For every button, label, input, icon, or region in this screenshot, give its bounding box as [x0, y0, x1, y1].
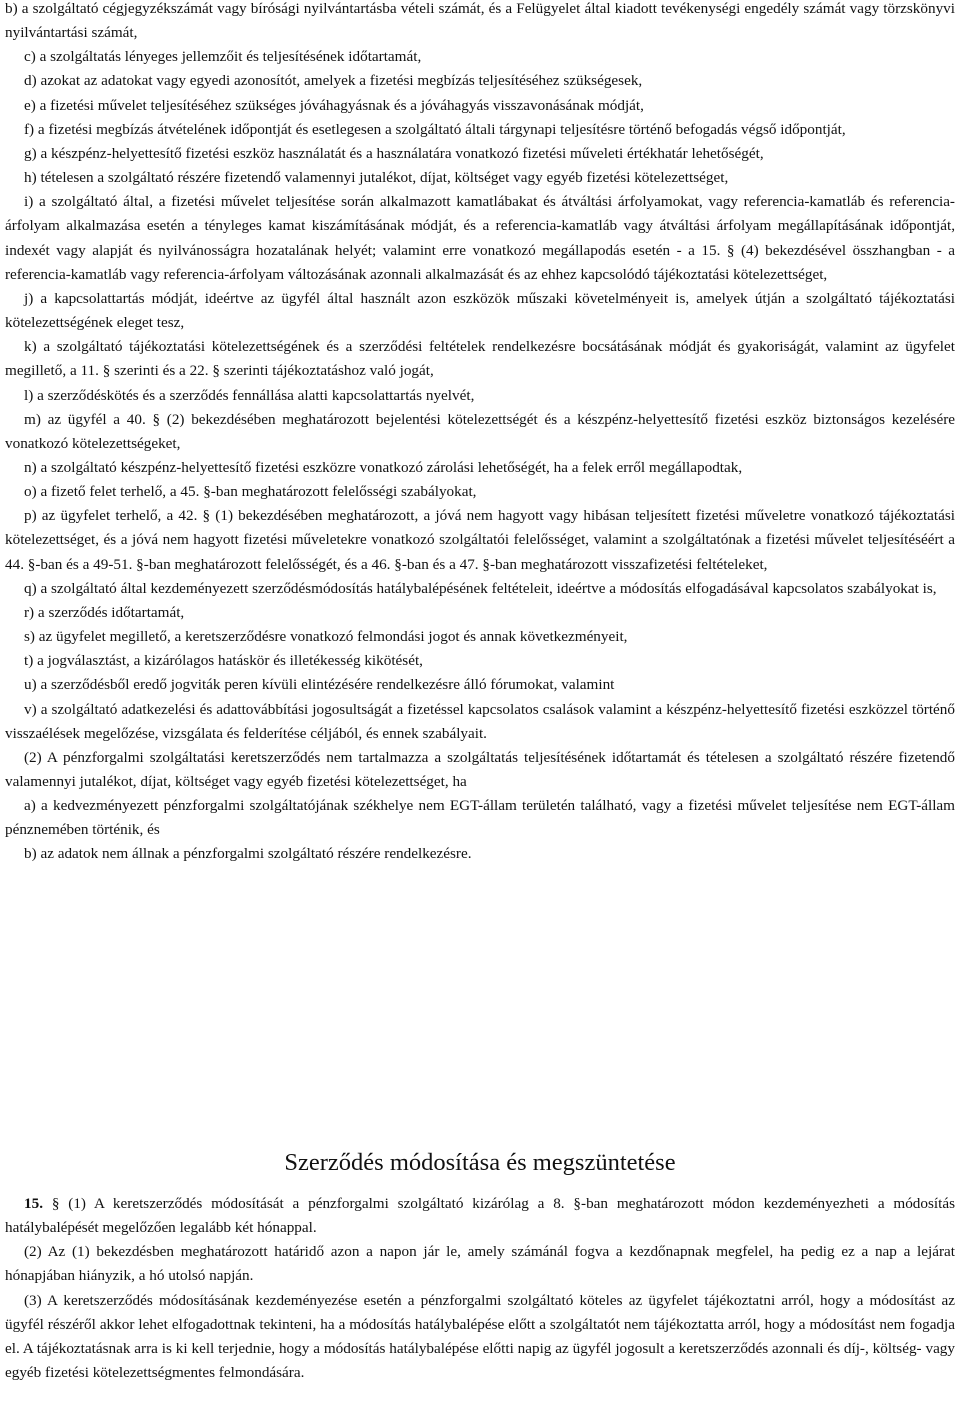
list-item: g) a készpénz-helyettesítő fizetési eszköz használatát és a használatára vonatkozó fizetési műveleti értékhatár lehetőségét,: [24, 144, 764, 162]
section-15: [5, 1128, 955, 1385]
list-item: b) a szolgáltató cégjegyzékszámát vagy bírósági nyilvántartásba vételi számát, és a Felügyelet által kiadott tevékenységi engedély számát vagy törzskönyvi nyilvántartási számát,: [5, 0, 955, 42]
section-paragraph-3: (3) A keretszerződés módosításának kezdeményezése esetén a pénzforgalmi szolgáltató köteles az ügyfelet tájékoztatni arról, hogy a módosítást az ügyfél részéről akkor lehet elfogadottnak tekinteni, ha a módosítás hatálybalépése előtt a szolgáltatót nem tájékoztatta arról, hogy a módosítást nem fogadja el. A tájékoztatásnak arra is ki kell terjednie, hogy a módosítás hatálybalépése előtti napig az ügyfél jogosult a keretszerződés azonnali és díj-, költség- vagy egyéb fizetési kötelezettségmentes felmondására.: [5, 1291, 955, 1382]
list-item: t) a jogválasztást, a kizárólagos hatáskör és illetékesség kikötését,: [24, 652, 423, 670]
list-item: h) tételesen a szolgáltató részére fizetendő valamennyi jutalékot, díjat, költséget vagy egyéb fizetési kötelezettséget,: [24, 169, 729, 187]
list-item: b) az adatok nem állnak a pénzforgalmi szolgáltató részére rendelkezésre.: [24, 845, 472, 863]
list-item: k) a szolgáltató tájékoztatási kötelezettségének és a szerződési feltételek rendelkezésre bocsátásának módját és gyakoriságát, valamint az ügyfelet megillető, a 11. § szerinti és a 22. § szerinti tájékoztatáshoz való jogát,: [5, 338, 955, 380]
list-item: r) a szerződés időtartamát,: [24, 603, 185, 621]
paragraph-2: (2) A pénzforgalmi szolgáltatási keretszerződés nem tartalmazza a szolgáltatás teljesítésének időtartamát és tételesen a szolgáltató részére fizetendő valamennyi jutalékot, díjat, költséget vagy egyéb fizetési kötelezettséget, ha: [5, 748, 955, 790]
list-item: q) a szolgáltató által kezdeményezett szerződésmódosítás hatálybalépésének feltételeit, ideértve a módosítás elfogadásával kapcsolatos szabályokat is,: [24, 579, 937, 597]
list-item: o) a fizető felet terhelő, a 45. §-ban meghatározott felelősségi szabályokat,: [24, 483, 477, 501]
section-paragraph-1-text: § (1) A keretszerződés módosítását a pénzforgalmi szolgáltató kizárólag a 8. §-ban meghatározott módon kezdeményezheti a módosítás hatálybalépését megelőzően legalább két hónappal.: [5, 1195, 955, 1237]
list-item: v) a szolgáltató adatkezelési és adattovábbítási jogosultságát a fizetéssel kapcsolatos csalások valamint a készpénz-helyettesítő fizetési eszközzel történő visszaélések megelőzése, vizsgálata és felderítése céljából, és ennek szabályait.: [5, 700, 955, 742]
list-item: j) a kapcsolattartás módját, ideértve az ügyfél által használt azon eszközök műszaki követelményeit is, amelyek útján a szolgáltató tájékoztatási kötelezettségének eleget tesz,: [5, 289, 955, 332]
section-heading: Szerződés módosítása és megszüntetése: [284, 1149, 676, 1176]
list-item: u) a szerződésből eredő jogviták peren kívüli elintézésére rendelkezésre álló fórumokat, valamint: [24, 676, 615, 694]
list-item: m) az ügyfél a 40. § (2) bekezdésében meghatározott bejelentési kötelezettségét és a készpénz-helyettesítő fizetési eszköz biztonságos kezelésére vonatkozó kötelezettségeket,: [5, 410, 955, 452]
list-item: a) a kedvezményezett pénzforgalmi szolgáltatójának székhelye nem EGT-állam területén található, vagy a fizetési művelet teljesítése nem EGT-állam pénznemében történik, és: [5, 797, 955, 839]
list-item: e) a fizetési művelet teljesítéséhez szükséges jóváhagyásnak és a jóváhagyás visszavonásának módját,: [24, 96, 644, 114]
section-paragraph-2: (2) Az (1) bekezdésben meghatározott határidő azon a napon jár le, amely számánál fogva a kezdőnapnak megfelel, ha pedig ez a nap a lejárat hónapjában hiányzik, a hó utolsó napján.: [5, 1243, 955, 1285]
list-item: p) az ügyfelet terhelő, a 42. § (1) bekezdésében meghatározott, a jóvá nem hagyott vagy hibásan teljesített fizetési műveletre vonatkozó tájékoztatási kötelezettséget, és a jóvá nem hagyott fizetési műveletekre vonatkozó szolgáltatói felelősséget, valamint a szolgáltatónak a fizetési művelet teljesítéséért a 44. §-ban és a 49-51. §-ban meghatározott felelősségét, és a 46. §-ban és a 47. §-ban meghatározott visszafizetési feltételeket,: [5, 507, 955, 573]
list-item: f) a fizetési megbízás átvételének időpontját és esetlegesen a szolgáltató általi tárgynapi teljesítésre történő befogadás végső időpontját,: [24, 120, 846, 138]
section-paragraph-1: [5, 1192, 955, 1240]
list-item: i) a szolgáltató által, a fizetési művelet teljesítése során alkalmazott kamatlábakat és átváltási árfolyamokat, vagy referencia-kamatláb és referencia-árfolyam alkalmazása esetén a tényleges kamat kiszámításának módját, és a referencia-kamatláb vagy átváltási árfolyam megállapításának időpontját, indexét vagy alapját és nyilvánosságra hozatalának helyét; valamint erre vonatkozó megállapodás esetén - a 15. § (4) bekezdésével összhangban - a referencia-kamatláb vagy referencia-árfolyam változásának azonnali alkalmazását és az ehhez kapcsolódó tájékoztatási kötelezettséget,: [5, 193, 955, 283]
section-number: 15.: [24, 1195, 43, 1212]
list-item: n) a szolgáltató készpénz-helyettesítő fizetési eszközre vonatkozó zárolási lehetőségét, ha a felek erről megállapodtak,: [24, 458, 743, 476]
contract-content-list: [5, 0, 955, 867]
list-item: d) azokat az adatokat vagy egyedi azonosítót, amelyek a fizetési megbízás teljesítéséhez szükségesek,: [24, 72, 643, 90]
list-item: l) a szerződéskötés és a szerződés fennállása alatti kapcsolattartás nyelvét,: [24, 386, 475, 404]
list-item: c) a szolgáltatás lényeges jellemzőit és teljesítésének időtartamát,: [24, 48, 422, 66]
list-item: s) az ügyfelet megillető, a keretszerződésre vonatkozó felmondási jogot és annak következményeit,: [24, 628, 628, 646]
